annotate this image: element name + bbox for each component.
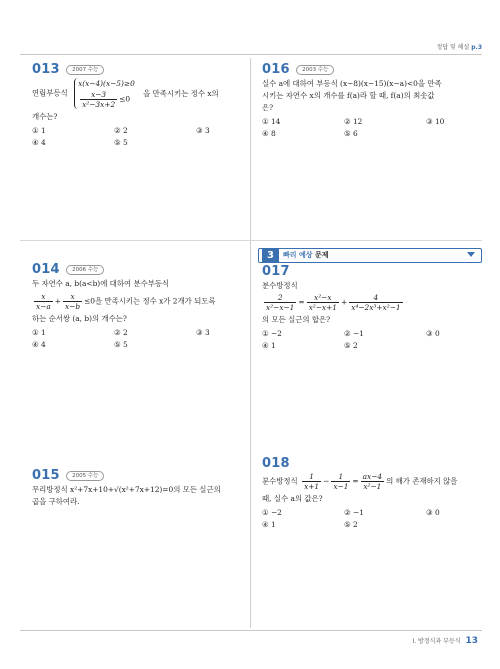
problem-text: 을 만족시키는 정수 x의 [143, 88, 219, 98]
fraction: $\frac{ax-4}{\text{x²−1}}$ [362, 472, 383, 491]
inequality-1: x(x−4)(x−5)≥0 [78, 79, 135, 88]
choice-5[interactable]: ⑤ 2 [344, 341, 358, 350]
year-badge: 2003 수능 [296, 65, 334, 75]
choice-4[interactable]: ④ 1 [262, 341, 276, 350]
choice-1[interactable]: ① −2 [262, 508, 282, 517]
choice-4[interactable]: ④ 4 [32, 340, 46, 349]
problem-text: 하는 순서쌍 (a, b)의 개수는? [32, 314, 127, 323]
problem-number: 016 [262, 62, 290, 77]
chapter-label: I. 방정식과 부등식 [412, 638, 461, 645]
fraction: $\frac{x-3}{\text{x²−3x+2}}$ [82, 90, 116, 109]
fraction: $\frac{1}{x-1}$ [333, 472, 349, 491]
answer-choices [32, 327, 246, 351]
inequality-system: x(x−4)(x−5)≥0 $\frac{x-3}{\text{x²−3x+2}}$ ≤0 [74, 78, 135, 109]
problem-text: ≤0을 만족시키는 정수 x가 2개가 되도록 [84, 296, 216, 306]
choice-3[interactable]: ③ 10 [426, 117, 445, 126]
problem-018: 018 분수방정식 $\frac{1}{x+1}$ − $\frac{1}{x-1}$ = $\frac{ax-4}{\text{x²−1}}$ 의 해가 존재하지 않을 때, 실수 a의 값은? ① −2 ② −1 ③ 0 ④ 1 ⑤ 2 [262, 458, 482, 531]
choice-3[interactable]: ③ 3 [196, 126, 210, 135]
problem-017: 017 분수방정식 $\frac{2}{\text{x²−x−1}}$ = $\frac{\text{x²−x}}{\text{x²−x+1}}$ + $\frac{4}{\text{x⁴−2x³+x²−1}}$ 의 모든 실근의 합은? ① −2 ② −1 ③ 0 ④ 1 ⑤ 2 [262, 266, 482, 352]
problem-text: 두 자연수 a, b(a<b)에 대하여 분수부등식 [32, 279, 170, 288]
header-page-ref: p.3 [471, 44, 482, 51]
choice-3[interactable]: ③ 0 [426, 508, 440, 517]
choice-3[interactable]: ③ 3 [196, 328, 210, 337]
problem-text: 곱을 구하여라. [32, 497, 80, 506]
choice-1[interactable]: ① −2 [262, 329, 282, 338]
problem-text: 실수 a에 대하여 부등식 (x−8)(x−15)(x−a)<0을 만족 [262, 79, 442, 88]
answer-choices [262, 328, 482, 352]
choice-5[interactable]: ⑤ 5 [114, 340, 128, 349]
choice-1[interactable]: ① 14 [262, 117, 281, 126]
fraction: $\frac{4}{\text{x⁴−2x³+x²−1}}$ [351, 293, 401, 312]
problem-text: 분수방정식 [262, 476, 298, 486]
choice-2[interactable]: ② −1 [344, 329, 364, 338]
row-divider [20, 240, 482, 241]
choice-2[interactable]: ② 12 [344, 117, 363, 126]
choice-4[interactable]: ④ 1 [262, 520, 276, 529]
page-footer [412, 636, 478, 646]
column-divider [250, 58, 251, 628]
answer-choices [262, 116, 482, 140]
problem-number: 015 [32, 468, 60, 483]
problem-text: 무리방정식 x²+7x+10+√(x²+7x+12)=0의 모든 실근의 [32, 485, 221, 494]
answer-choices [262, 507, 482, 531]
problem-text: 은? [262, 103, 274, 112]
choice-1[interactable]: ① 1 [32, 328, 46, 337]
choice-3[interactable]: ③ 0 [426, 329, 440, 338]
choice-4[interactable]: ④ 4 [32, 138, 46, 147]
choice-2[interactable]: ② −1 [344, 508, 364, 517]
page-number: 13 [465, 636, 478, 646]
fraction: $\frac{x}{x-a}$ [36, 292, 51, 311]
problem-text: 의 모든 실근의 합은? [262, 315, 331, 324]
problem-013 [32, 64, 246, 149]
choice-5[interactable]: ⑤ 6 [344, 129, 358, 138]
triangle-marker-icon [467, 252, 475, 257]
year-badge: 2005 수능 [66, 471, 104, 481]
problem-text: 개수는? [32, 112, 58, 121]
problem-number: 013 [32, 62, 60, 77]
fraction: $\frac{1}{x+1}$ [304, 472, 320, 491]
choice-5[interactable]: ⑤ 5 [114, 138, 128, 147]
fraction: $\frac{2}{\text{x²−x−1}}$ [266, 293, 295, 312]
choice-5[interactable]: ⑤ 2 [344, 520, 358, 529]
problem-number: 018 [262, 456, 290, 471]
fraction: $\frac{x}{x-b}$ [64, 292, 81, 311]
choice-1[interactable]: ① 1 [32, 126, 46, 135]
problem-text: 연립부등식 [32, 88, 68, 98]
problem-text: 때, 실수 a의 값은? [262, 494, 323, 503]
choice-2[interactable]: ② 2 [114, 126, 128, 135]
problem-text: 시키는 자연수 x의 개수를 f(a)라 할 때, f(a)의 최솟값 [262, 91, 435, 100]
choice-2[interactable]: ② 2 [114, 328, 128, 337]
section-number: 3 [262, 248, 279, 263]
answer-choices [32, 125, 246, 149]
top-rule [20, 54, 482, 55]
year-badge: 2006 수능 [66, 265, 104, 275]
header-label: 정답 및 해설 [436, 44, 470, 51]
problem-015 [32, 470, 246, 508]
section-banner [258, 248, 482, 263]
problem-number: 014 [32, 262, 60, 277]
page-header [437, 42, 482, 51]
problem-number: 017 [262, 264, 290, 279]
choice-4[interactable]: ④ 8 [262, 129, 276, 138]
year-badge: 2007 수능 [66, 65, 104, 75]
problem-014: 014 2006 수능 두 자연수 a, b(a<b)에 대하여 분수부등식 $\frac{x}{x-a}$ + $\frac{x}{x-b}$ ≤0을 만족시키는 정수 x가 2개가 되도록 하는 순서쌍 (a, b)의 개수는? ① 1 ② 2 ③ 3 ④ 4 ⑤ 5 [32, 264, 246, 351]
problem-text: 분수방정식 [262, 281, 298, 290]
fraction: $\frac{\text{x²−x}}{\text{x²−x+1}}$ [308, 293, 337, 312]
section-title: 빠리 예상 문제 [283, 251, 329, 259]
bottom-rule [20, 630, 482, 631]
problem-016 [262, 64, 482, 140]
problem-text: 의 해가 존재하지 않을 [386, 476, 458, 486]
